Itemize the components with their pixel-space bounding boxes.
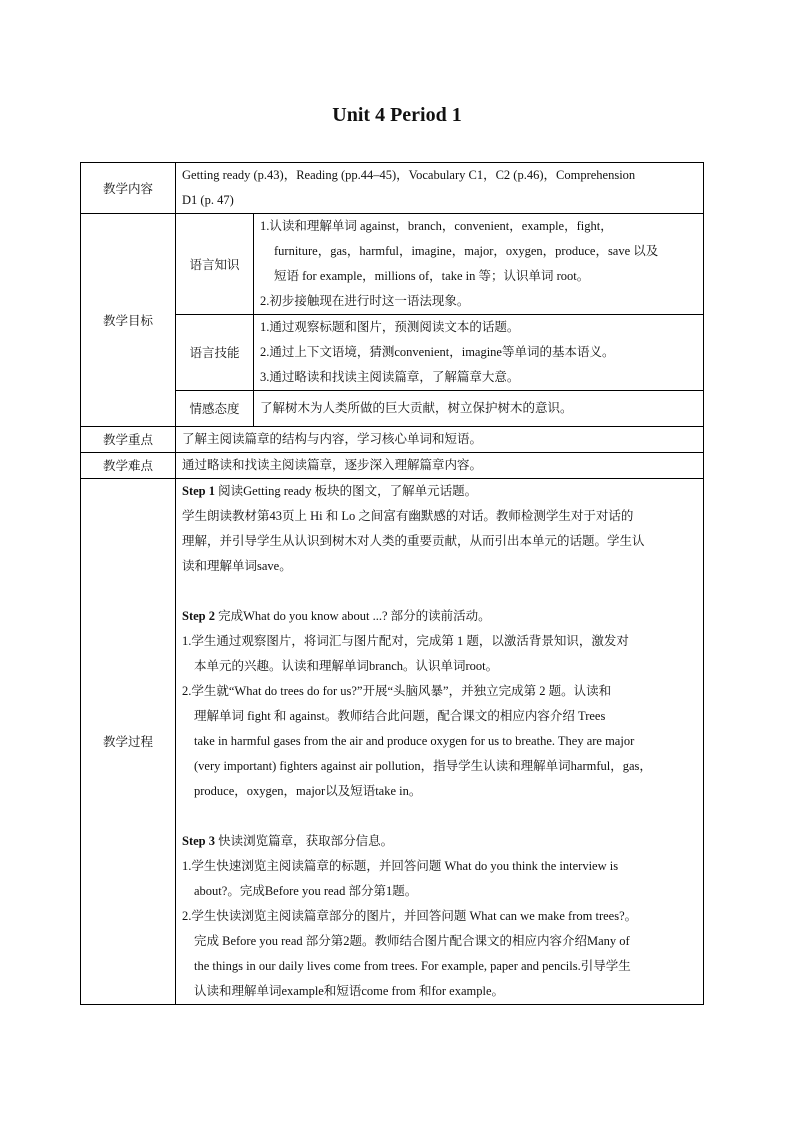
step1-title: 阅读Getting ready 板块的图文，了解单元话题。 [218,484,478,498]
label-attitude: 情感态度 [176,391,254,427]
step2-b-line-5: produce，oxygen，major以及短语take in。 [194,784,422,798]
spacer [182,579,697,604]
step3-title: 快读浏览篇章，获取部分信息。 [218,834,394,848]
step1-heading [182,479,697,504]
step3-heading [182,829,697,854]
label-skills: 语言技能 [176,315,254,391]
row-process [81,479,704,1005]
step2-number: Step 2 [182,609,215,623]
step3-b-line-1: 2.学生快读浏览主阅读篇章部分的图片，并回答问题 What can we make from trees?。 [182,909,638,923]
step1-line-2: 理解，并引导学生从认识到树木对人类的重要贡献，从而引出本单元的话题。学生认 [182,534,645,548]
label-process: 教学过程 [81,479,176,1005]
label-teaching-content: 教学内容 [81,163,176,214]
page-title: Unit 4 Period 1 [332,104,462,126]
knowledge-line-2: furniture，gas，harmful，imagine，major，oxygen，produce，save 以及 [274,244,659,258]
process-cell [176,479,704,1005]
label-focus: 教学重点 [81,427,176,453]
knowledge-line-3: 短语 for example，millions of，take in 等；认识单词 root。 [274,269,590,283]
skills-cell [254,315,704,391]
difficulty-text: 通过略读和找读主阅读篇章，逐步深入理解篇章内容。 [182,458,483,472]
step2-b-line-4: (very important) fighters against air pollution，指导学生认读和理解单词harmful，gas， [194,759,652,773]
step3-a-line-2: about?。完成Before you read 部分第1题。 [194,884,418,898]
row-focus [81,427,704,453]
content-line-2: D1 (p. 47) [182,193,234,207]
step3-b-line-2: 完成 Before you read 部分第2题。教师结合图片配合课文的相应内容介绍Many of [194,934,630,948]
label-objectives: 教学目标 [81,214,176,427]
spacer [182,804,697,829]
step3-b-line-4: 认读和理解单词example和短语come from 和for example。 [194,984,504,998]
label-knowledge: 语言知识 [176,214,254,315]
knowledge-line-4: 2.初步接触现在进行时这一语法现象。 [260,294,470,308]
step2-a-line-1: 1.学生通过观察图片，将词汇与图片配对，完成第 1 题，以激活背景知识，激发对 [182,634,629,648]
focus-cell [176,427,704,453]
step1-line-1: 学生朗读教材第43页上 Hi 和 Lo 之间富有幽默感的对话。教师检测学生对于对话的 [182,509,634,523]
step2-heading [182,604,697,629]
row-teaching-content [81,163,704,214]
step2-b-line-1: 2.学生就“What do trees do for us?”开展“头脑风暴”，并独立完成第 2 题。认读和 [182,684,612,698]
lesson-plan-table [80,162,704,1005]
difficulty-cell [176,453,704,479]
attitude-text: 了解树木为人类所做的巨大贡献，树立保护树木的意识。 [260,401,573,415]
skills-line-2: 2.通过上下文语境，猜测convenient，imagine等单词的基本语义。 [260,345,615,359]
step1-number: Step 1 [182,484,215,498]
focus-text: 了解主阅读篇章的结构与内容，学习核心单词和短语。 [182,432,483,446]
content-line-1: Getting ready (p.43)，Reading (pp.44–45)，Vocabulary C1，C2 (p.46)，Comprehension [182,168,636,182]
skills-line-3: 3.通过略读和找读主阅读篇章，了解篇章大意。 [260,370,520,384]
knowledge-line-1: 1.认读和理解单词 against，branch，convenient，example，fight， [260,219,613,233]
step3-number: Step 3 [182,834,215,848]
row-objectives-knowledge [81,214,704,315]
label-difficulty: 教学难点 [81,453,176,479]
teaching-content-cell [176,163,704,214]
step3-a-line-1: 1.学生快速浏览主阅读篇章的标题，并回答问题 What do you think the interview is [182,859,619,873]
step2-b-line-2: 理解单词 fight 和 against。教师结合此问题，配合课文的相应内容介绍 Trees [194,709,606,723]
step1-line-3: 读和理解单词save。 [182,559,292,573]
attitude-cell [254,391,704,427]
step3-b-line-3: the things in our daily lives come from trees. For example, paper and pencils.引导学生 [194,959,631,973]
step2-a-line-2: 本单元的兴趣。认读和理解单词branch。认识单词root。 [194,659,499,673]
step2-b-line-3: take in harmful gases from the air and produce oxygen for us to breathe. They are major [194,734,635,748]
row-difficulty [81,453,704,479]
skills-line-1: 1.通过观察标题和图片，预测阅读文本的话题。 [260,320,520,334]
knowledge-cell [254,214,704,315]
step2-title: 完成What do you know about ...? 部分的读前活动。 [218,609,491,623]
